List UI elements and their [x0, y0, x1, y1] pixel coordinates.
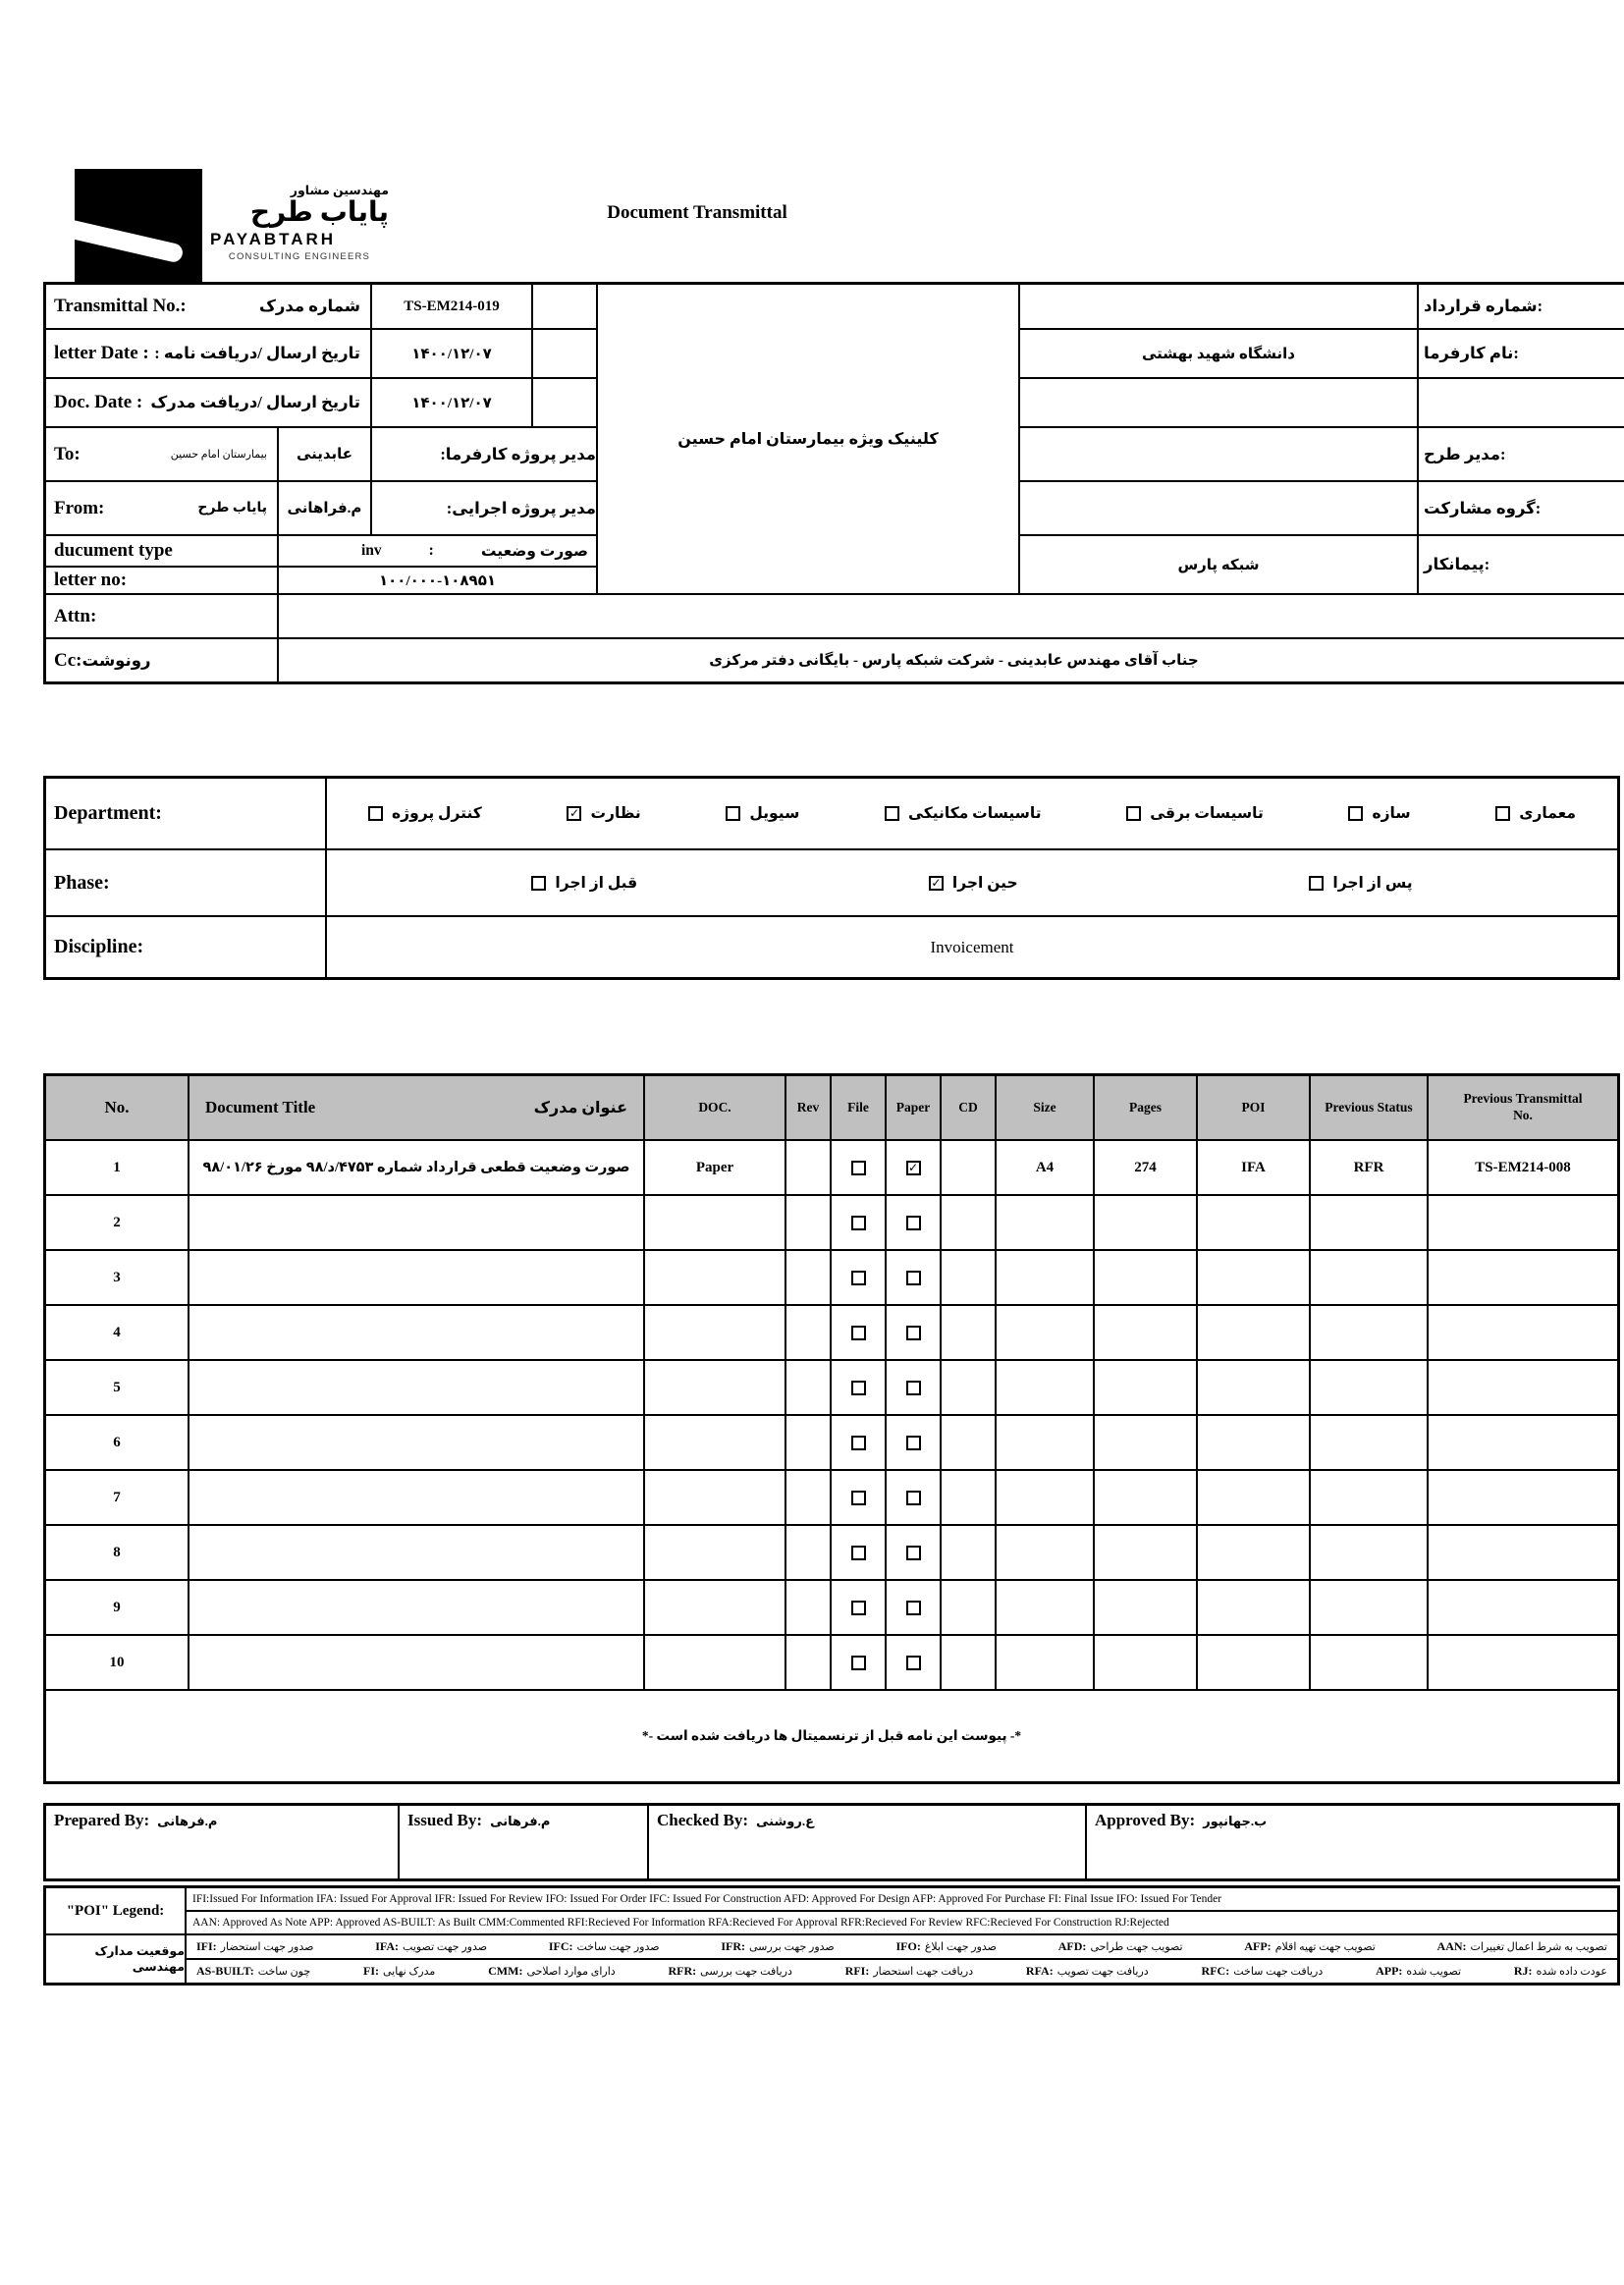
doc-row-file: [832, 1141, 885, 1194]
doc-row-size: [997, 1526, 1093, 1579]
issued-by-cell: [400, 1806, 647, 1878]
doc-row-pages: [1095, 1526, 1196, 1579]
col-header-prev-transmittal: Previous Transmittal No.: [1429, 1076, 1617, 1139]
doc-row-pages: [1095, 1196, 1196, 1249]
poi-legend-en-line2: AAN: Approved As Note APP: Approved AS-BUILT: As Built CMM:Commented RFI:Recieved For Information RFA:Recieved For Approval RFR:Recieved For Review RFC:Recieved For Construction RJ:Rejected: [187, 1912, 1617, 1933]
doc-row-file: [832, 1416, 885, 1469]
doc-row-poi: [1198, 1416, 1309, 1469]
paper-checkbox[interactable]: ✓: [906, 1161, 921, 1175]
col-header-size: Size: [997, 1076, 1093, 1139]
doc-row-no: 5: [46, 1361, 188, 1414]
doc-row-file: [832, 1361, 885, 1414]
doc-row-prev-transmittal: [1429, 1196, 1617, 1249]
checkbox-label: نظارت: [590, 805, 641, 822]
doc-row-prev-status: [1311, 1416, 1427, 1469]
doc-row-pages: [1095, 1361, 1196, 1414]
col-header-doc: DOC.: [645, 1076, 785, 1139]
doc-row-rev: [786, 1141, 830, 1194]
phase-label: Phase:: [46, 850, 325, 915]
doc-row-doc: [645, 1581, 785, 1634]
doc-row-prev-status: RFR: [1311, 1141, 1427, 1194]
doc-row-prev-transmittal: [1429, 1526, 1617, 1579]
checkbox-label: پس از اجرا: [1332, 874, 1413, 892]
letter-no-value: ۱۰۰/۰۰۰-۱۰۸۹۵۱: [279, 568, 596, 593]
paper-checkbox[interactable]: [906, 1491, 921, 1505]
doc-row-poi: [1198, 1306, 1309, 1359]
paper-checkbox[interactable]: [906, 1656, 921, 1670]
signature-table: [43, 1803, 1620, 1881]
doc-row-pages: [1095, 1636, 1196, 1689]
doc-row-cd: [942, 1581, 995, 1634]
spacer-cell: [533, 330, 596, 377]
contract-no-label: شماره قرارداد:: [1419, 285, 1624, 328]
prepared-by-cell: [46, 1806, 398, 1878]
checkbox[interactable]: [885, 806, 899, 821]
legend-item: AFD: تصویب جهت طراحی: [1057, 1939, 1183, 1953]
poi-legend-table: [43, 1885, 1620, 1986]
doc-row-paper: [887, 1526, 940, 1579]
legend-item: RJ: عودت داده شده: [1513, 1964, 1607, 1978]
client-pm-name: عابدینی: [279, 428, 370, 480]
prepared-by-label: Prepared By:: [54, 1811, 150, 1829]
poi-legend-label: "POI" Legend:: [46, 1888, 185, 1933]
paper-checkbox[interactable]: [906, 1271, 921, 1285]
discipline-label: Discipline:: [46, 917, 325, 977]
doc-row-prev-transmittal: [1429, 1471, 1617, 1524]
doc-row-size: [997, 1636, 1093, 1689]
cc-value: جناب آقای مهندس عابدینی - شرکت شبکه پارس - بایگانی دفتر مرکزی: [279, 639, 1624, 681]
poi-legend-fa-line2: [187, 1960, 1617, 1983]
from-row: [46, 482, 277, 534]
doc-row-doc: Paper: [645, 1141, 785, 1194]
poi-legend-fa-line1: [187, 1935, 1617, 1958]
checkbox-item: [1348, 804, 1410, 823]
doc-row-rev: [786, 1251, 830, 1304]
doc-row-paper: [887, 1196, 940, 1249]
doc-row-size: [997, 1581, 1093, 1634]
doc-row-prev-transmittal: [1429, 1251, 1617, 1304]
doc-row-poi: [1198, 1251, 1309, 1304]
file-checkbox[interactable]: [851, 1216, 866, 1230]
classification-table: [43, 776, 1620, 980]
approved-by-name: ب.جهانپور: [1203, 1814, 1268, 1828]
department-items: [327, 779, 1617, 848]
doc-row-size: A4: [997, 1141, 1093, 1194]
jv-label: گروه مشارکت:: [1419, 482, 1624, 534]
doc-row-pages: [1095, 1581, 1196, 1634]
exec-pm-label: مدیر پروژه اجرایی:: [372, 482, 596, 534]
doc-row-paper: [887, 1361, 940, 1414]
doc-row-title: [189, 1306, 643, 1359]
doc-row-no: 1: [46, 1141, 188, 1194]
letter-date-value: ۱۴۰۰/۱۲/۰۷: [372, 330, 531, 377]
page-title: Document Transmittal: [607, 202, 787, 223]
doc-row-prev-transmittal: [1429, 1361, 1617, 1414]
doc-row-prev-status: [1311, 1361, 1427, 1414]
doc-row-no: 9: [46, 1581, 188, 1634]
checkbox-item: [1126, 804, 1264, 823]
to-org: بیمارستان امام حسین: [170, 449, 267, 461]
doc-row-prev-status: [1311, 1581, 1427, 1634]
checked-by-name: ع.روشنی: [756, 1814, 814, 1828]
letter-date-label: letter Date : تاریخ ارسال /دریافت نامه :: [46, 330, 370, 377]
doc-row-cd: [942, 1636, 995, 1689]
checkbox-item: [567, 804, 640, 823]
doc-row-file: [832, 1636, 885, 1689]
checkbox-label: سیویل: [749, 805, 800, 822]
doc-row-no: 7: [46, 1471, 188, 1524]
table-note: *- پیوست این نامه قبل از ترنسمیتال ها دریافت شده است -*: [46, 1691, 1617, 1781]
empty-label-cell: [1419, 379, 1624, 426]
doc-row-cd: [942, 1141, 995, 1194]
doc-row-prev-status: [1311, 1251, 1427, 1304]
doc-row-prev-transmittal: [1429, 1416, 1617, 1469]
doc-row-file: [832, 1526, 885, 1579]
doc-row-prev-transmittal: [1429, 1581, 1617, 1634]
brand-en-small: CONSULTING ENGINEERS: [228, 251, 371, 263]
doc-row-paper: [887, 1306, 940, 1359]
spacer-cell: [533, 285, 596, 328]
doctype-value: [279, 536, 596, 566]
file-checkbox[interactable]: [851, 1326, 866, 1340]
doc-row-poi: [1198, 1526, 1309, 1579]
doc-row-cd: [942, 1361, 995, 1414]
doc-row-file: [832, 1306, 885, 1359]
doc-row-cd: [942, 1471, 995, 1524]
legend-item: RFI: دریافت جهت استحضار: [844, 1964, 974, 1978]
checkbox[interactable]: [1126, 806, 1141, 821]
doc-row-paper: [887, 1251, 940, 1304]
poi-legend-en-line1: IFI:Issued For Information IFA: Issued For Approval IFR: Issued For Review IFO: Issued For Order IFC: Issued For Construction AFD: Approved For Design AFP: Approved For Purchase FI: Final Issue IFO: Issued For Tender: [187, 1888, 1617, 1910]
legend-item: AS-BUILT: چون ساخت: [196, 1964, 311, 1978]
brand-en-big: PAYABTARH: [210, 230, 337, 249]
checkbox[interactable]: [1495, 806, 1510, 821]
prepared-by-name: م.فرهانی: [157, 1814, 218, 1828]
legend-item: RFC: دریافت جهت ساخت: [1201, 1964, 1324, 1978]
checkbox-item: [929, 874, 1018, 893]
legend-item: APP: تصویب شده: [1376, 1964, 1462, 1978]
doc-row-poi: [1198, 1361, 1309, 1414]
issued-by-name: م.فرهانی: [490, 1814, 551, 1828]
jv-value: [1020, 482, 1417, 534]
checkbox[interactable]: [1348, 806, 1363, 821]
legend-item: FI: مدرک نهایی: [363, 1964, 436, 1978]
col-header-title: Document Title عنوان مدرک: [189, 1076, 643, 1139]
checkbox-label: کنترل پروژه: [392, 805, 482, 822]
from-org: پایاب طرح: [197, 501, 267, 516]
project-name: کلینیک ویژه بیمارستان امام حسین: [598, 285, 1018, 593]
doc-row-file: [832, 1471, 885, 1524]
doc-row-pages: [1095, 1306, 1196, 1359]
file-checkbox[interactable]: [851, 1601, 866, 1615]
col-header-file: File: [832, 1076, 885, 1139]
client-pm-label: مدیر پروژه کارفرما:: [372, 428, 596, 480]
brand-fa-small: مهندسین مشاور: [290, 184, 389, 197]
doc-row-doc: [645, 1251, 785, 1304]
checkbox-label: تاسیسات مکانیکی: [908, 805, 1042, 822]
legend-item: AAN: تصویب به شرط اعمال تغییرات: [1436, 1939, 1607, 1953]
company-brand: [210, 183, 389, 262]
doc-row-cd: [942, 1196, 995, 1249]
brand-fa-big: پایاب طرح: [249, 197, 389, 228]
doc-date-label: Doc. Date : تاریخ ارسال /دریافت مدرک: [46, 379, 370, 426]
doc-row-rev: [786, 1416, 830, 1469]
checkbox-item: [368, 804, 482, 823]
checkbox[interactable]: ✓: [929, 876, 944, 891]
doc-row-file: [832, 1581, 885, 1634]
file-checkbox[interactable]: [851, 1161, 866, 1175]
col-header-poi: POI: [1198, 1076, 1309, 1139]
doc-row-prev-status: [1311, 1526, 1427, 1579]
doc-row-doc: [645, 1306, 785, 1359]
file-checkbox[interactable]: [851, 1546, 866, 1560]
file-checkbox[interactable]: [851, 1656, 866, 1670]
doc-row-size: [997, 1361, 1093, 1414]
doc-row-paper: [887, 1471, 940, 1524]
file-checkbox[interactable]: [851, 1491, 866, 1505]
doc-row-rev: [786, 1581, 830, 1634]
contractor-value: شبکه پارس: [1020, 536, 1417, 593]
doc-row-doc: [645, 1636, 785, 1689]
doc-row-rev: [786, 1526, 830, 1579]
doc-row-poi: IFA: [1198, 1141, 1309, 1194]
legend-item: RFR: دریافت جهت بررسی: [668, 1964, 792, 1978]
discipline-value: Invoicement: [327, 917, 1617, 977]
phase-items: [327, 850, 1617, 915]
col-header-pages: Pages: [1095, 1076, 1196, 1139]
checked-by-label: Checked By:: [657, 1811, 749, 1829]
company-logo-icon: [75, 169, 202, 283]
doc-row-pages: [1095, 1471, 1196, 1524]
checkbox[interactable]: [726, 806, 740, 821]
doctype-fa: صورت وضعیت: [480, 542, 588, 560]
doc-row-prev-status: [1311, 1636, 1427, 1689]
to-label: To:: [54, 443, 81, 464]
transmittal-no-value: TS-EM214-019: [372, 285, 531, 328]
doc-row-cd: [942, 1306, 995, 1359]
client-name-value: دانشگاه شهید بهشتی: [1020, 330, 1417, 377]
doc-row-title: [189, 1416, 643, 1469]
doc-row-prev-transmittal: [1429, 1636, 1617, 1689]
issued-by-label: Issued By:: [407, 1811, 483, 1829]
legend-item: IFR: صدور جهت بررسی: [721, 1939, 835, 1953]
doc-date-value: ۱۴۰۰/۱۲/۰۷: [372, 379, 531, 426]
legend-item: IFI: صدور جهت استحضار: [196, 1939, 314, 1953]
doc-row-size: [997, 1196, 1093, 1249]
doc-row-file: [832, 1196, 885, 1249]
approved-by-cell: [1087, 1806, 1617, 1878]
spacer-cell: [533, 379, 596, 426]
doc-row-poi: [1198, 1636, 1309, 1689]
doc-row-pages: [1095, 1251, 1196, 1304]
col-header-rev: Rev: [786, 1076, 830, 1139]
paper-checkbox[interactable]: [906, 1436, 921, 1450]
doc-row-pages: 274: [1095, 1141, 1196, 1194]
doc-row-cd: [942, 1251, 995, 1304]
doc-row-doc: [645, 1196, 785, 1249]
doc-row-no: 10: [46, 1636, 188, 1689]
doc-row-prev-transmittal: [1429, 1306, 1617, 1359]
contractor-label: پیمانکار:: [1419, 536, 1624, 593]
doc-row-paper: [887, 1636, 940, 1689]
paper-checkbox[interactable]: [906, 1546, 921, 1560]
doc-row-rev: [786, 1471, 830, 1524]
exec-pm-name: م.فراهانی: [279, 482, 370, 534]
doc-row-poi: [1198, 1471, 1309, 1524]
doc-row-size: [997, 1416, 1093, 1469]
doc-row-title: [189, 1636, 643, 1689]
doc-row-pages: [1095, 1416, 1196, 1469]
design-manager-label: مدیر طرح:: [1419, 428, 1624, 480]
doc-row-size: [997, 1471, 1093, 1524]
doc-row-rev: [786, 1636, 830, 1689]
doc-row-no: 6: [46, 1416, 188, 1469]
checked-by-cell: [649, 1806, 1085, 1878]
doc-row-cd: [942, 1416, 995, 1469]
doc-row-file: [832, 1251, 885, 1304]
checkbox[interactable]: [531, 876, 546, 891]
transmittal-info-table: [43, 282, 1624, 684]
doc-row-doc: [645, 1471, 785, 1524]
from-label: From:: [54, 497, 105, 518]
doc-row-title: [189, 1251, 643, 1304]
doctype-en: inv: [360, 542, 382, 559]
department-label: Department:: [46, 779, 325, 848]
col-header-prev-status: Previous Status: [1311, 1076, 1427, 1139]
doc-row-poi: [1198, 1581, 1309, 1634]
checkbox-label: حین اجرا: [951, 874, 1018, 892]
doc-row-cd: [942, 1526, 995, 1579]
checkbox-label: تاسیسات برقی: [1150, 805, 1264, 822]
doc-row-rev: [786, 1361, 830, 1414]
paper-checkbox[interactable]: [906, 1216, 921, 1230]
doc-row-paper: [887, 1581, 940, 1634]
paper-checkbox[interactable]: [906, 1326, 921, 1340]
doc-position-label: موقعیت مدارک مهندسی: [46, 1935, 185, 1983]
client-name-label: نام کارفرما:: [1419, 330, 1624, 377]
contract-no-value: [1020, 285, 1417, 328]
doc-row-title: [189, 1526, 643, 1579]
checkbox[interactable]: [368, 806, 383, 821]
checkbox[interactable]: [1309, 876, 1324, 891]
empty-value-cell: [1020, 379, 1417, 426]
col-header-no: No.: [46, 1076, 188, 1139]
doc-row-prev-status: [1311, 1196, 1427, 1249]
doc-row-title: صورت وضعیت قطعی قرارداد شماره ۴۷۵۳/د/۹۸ مورخ ۹۸/۰۱/۲۶: [189, 1141, 643, 1194]
doc-row-no: 3: [46, 1251, 188, 1304]
attn-value: [279, 595, 1624, 637]
legend-item: RFA: دریافت جهت تصویب: [1025, 1964, 1149, 1978]
checkbox[interactable]: ✓: [567, 806, 581, 821]
paper-checkbox[interactable]: [906, 1381, 921, 1395]
legend-item: CMM: دارای موارد اصلاحی: [488, 1964, 616, 1978]
doc-row-doc: [645, 1416, 785, 1469]
doc-row-size: [997, 1306, 1093, 1359]
doc-row-prev-status: [1311, 1306, 1427, 1359]
checkbox-item: [531, 874, 637, 893]
doctype-label: ducument type: [46, 536, 277, 566]
checkbox-item: [726, 804, 799, 823]
col-header-cd: CD: [942, 1076, 995, 1139]
doc-row-poi: [1198, 1196, 1309, 1249]
approved-by-label: Approved By:: [1095, 1811, 1196, 1829]
checkbox-item: [1495, 804, 1576, 823]
checkbox-label: قبل از اجرا: [555, 874, 638, 892]
doc-row-prev-status: [1311, 1471, 1427, 1524]
checkbox-label: معماری: [1519, 805, 1576, 822]
design-manager-value: [1020, 428, 1417, 480]
cc-label: Cc: رونوشت: [46, 639, 277, 681]
legend-item: IFO: صدور جهت ابلاغ: [895, 1939, 998, 1953]
doc-row-rev: [786, 1306, 830, 1359]
doc-row-no: 2: [46, 1196, 188, 1249]
checkbox-item: [1309, 874, 1412, 893]
documents-table: [43, 1073, 1620, 1784]
doc-row-doc: [645, 1361, 785, 1414]
checkbox-item: [885, 804, 1042, 823]
doc-row-title: [189, 1361, 643, 1414]
doc-row-no: 4: [46, 1306, 188, 1359]
doc-row-prev-transmittal: TS-EM214-008: [1429, 1141, 1617, 1194]
to-row: [46, 428, 277, 480]
letter-no-label: letter no:: [46, 568, 277, 593]
doc-row-paper: [887, 1141, 940, 1194]
doc-row-rev: [786, 1196, 830, 1249]
doc-row-title: [189, 1581, 643, 1634]
checkbox-label: سازه: [1372, 805, 1411, 822]
doc-row-title: [189, 1471, 643, 1524]
doc-row-size: [997, 1251, 1093, 1304]
paper-checkbox[interactable]: [906, 1601, 921, 1615]
legend-item: IFA: صدور جهت تصویب: [375, 1939, 488, 1953]
col-header-paper: Paper: [887, 1076, 940, 1139]
legend-item: IFC: صدور جهت ساخت: [548, 1939, 660, 1953]
file-checkbox[interactable]: [851, 1381, 866, 1395]
doctype-sep: :: [428, 542, 434, 559]
legend-item: AFP: تصویب جهت تهیه اقلام: [1244, 1939, 1376, 1953]
doc-row-doc: [645, 1526, 785, 1579]
doc-row-paper: [887, 1416, 940, 1469]
doc-row-title: [189, 1196, 643, 1249]
doc-row-no: 8: [46, 1526, 188, 1579]
transmittal-no-label: Transmittal No.: شماره مدرک: [46, 285, 370, 328]
file-checkbox[interactable]: [851, 1271, 866, 1285]
file-checkbox[interactable]: [851, 1436, 866, 1450]
attn-label: Attn:: [46, 595, 277, 637]
